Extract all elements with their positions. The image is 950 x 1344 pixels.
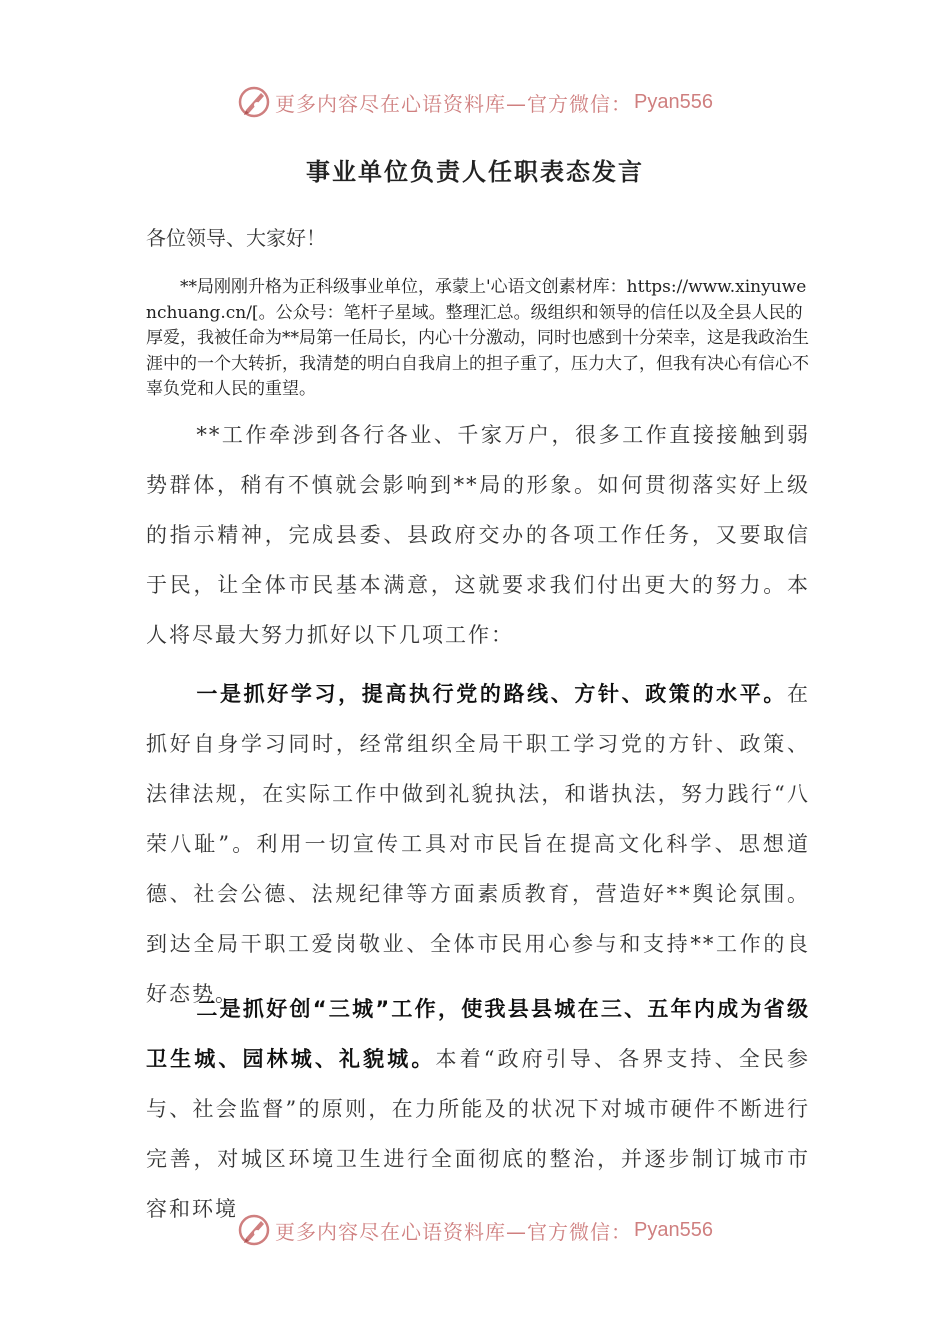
paragraph-3 — [146, 669, 810, 1019]
header-watermark-banner — [0, 82, 950, 122]
pen-logo-icon — [237, 85, 271, 119]
banner-wechat-id: Pyan556 — [634, 1218, 713, 1241]
banner-text: 更多内容尽在心语资料库—官方微信： — [275, 91, 633, 116]
paragraph-1: **局刚刚升格为正科级事业单位，承蒙上'心语文创素材库：https://www.xinyuwenchuang.cn/[。公众号：笔杆子星域。整理汇总。级组织和领导的信任以及全县人民的厚爱，我被任命为**局第一任局长，内心十分激动，同时也感到十分荣幸，这是我政治生涯中的一个大转折，我清楚的明白自我肩上的担子重了，压力大了，但我有决心有信心不辜负党和人民的重望。 — [146, 277, 809, 399]
paragraph-3-body: 在抓好自身学习同时，经常组织全局干职工学习党的方针、政策、法律法规，在实际工作中做到礼貌执法，和谐执法，努力践行“八荣八耻”。利用一切宣传工具对市民旨在提高文化科学、思想道德、社会公德、法规纪律等方面素质教育，营造好**舆论氛围。到达全局干职工爱岗敬业、全体市民用心参与和支持**工作的良好态势。 — [146, 682, 810, 1006]
footer-watermark-banner — [0, 1210, 950, 1250]
paragraph-4-lead: 二是抓好创“三城”工作，使我县县城在三、五年内成为省级卫生城、园林城、礼貌城。 — [146, 997, 810, 1071]
paragraph-4-body: 本着“政府引导、各界支持、全民参与、社会监督”的原则，在力所能及的状况下对城市硬件不断进行完善，对城区环境卫生进行全面彻底的整治，并逐步制订城市市容和环境 — [146, 1047, 810, 1221]
banner-wechat-id: Pyan556 — [634, 90, 713, 113]
document-title: 事业单位负责人任职表态发言 — [306, 158, 644, 186]
paragraph-2: **工作牵涉到各行各业、千家万户，很多工作直接接触到弱势群体，稍有不慎就会影响到**局的形象。如何贯彻落实好上级的指示精神，完成县委、县政府交办的各项工作任务，又要取信于民，让全体市民基本满意，这就要求我们付出更大的努力。本人将尽最大努力抓好以下几项工作： — [146, 423, 810, 647]
paragraph-4 — [146, 984, 810, 1234]
pen-logo-icon — [237, 1213, 271, 1247]
paragraph-3-lead: 一是抓好学习，提高执行党的路线、方针、政策的水平。 — [196, 682, 787, 706]
greeting: 各位领导、大家好！ — [146, 226, 326, 250]
banner-text: 更多内容尽在心语资料库—官方微信： — [275, 1219, 633, 1244]
